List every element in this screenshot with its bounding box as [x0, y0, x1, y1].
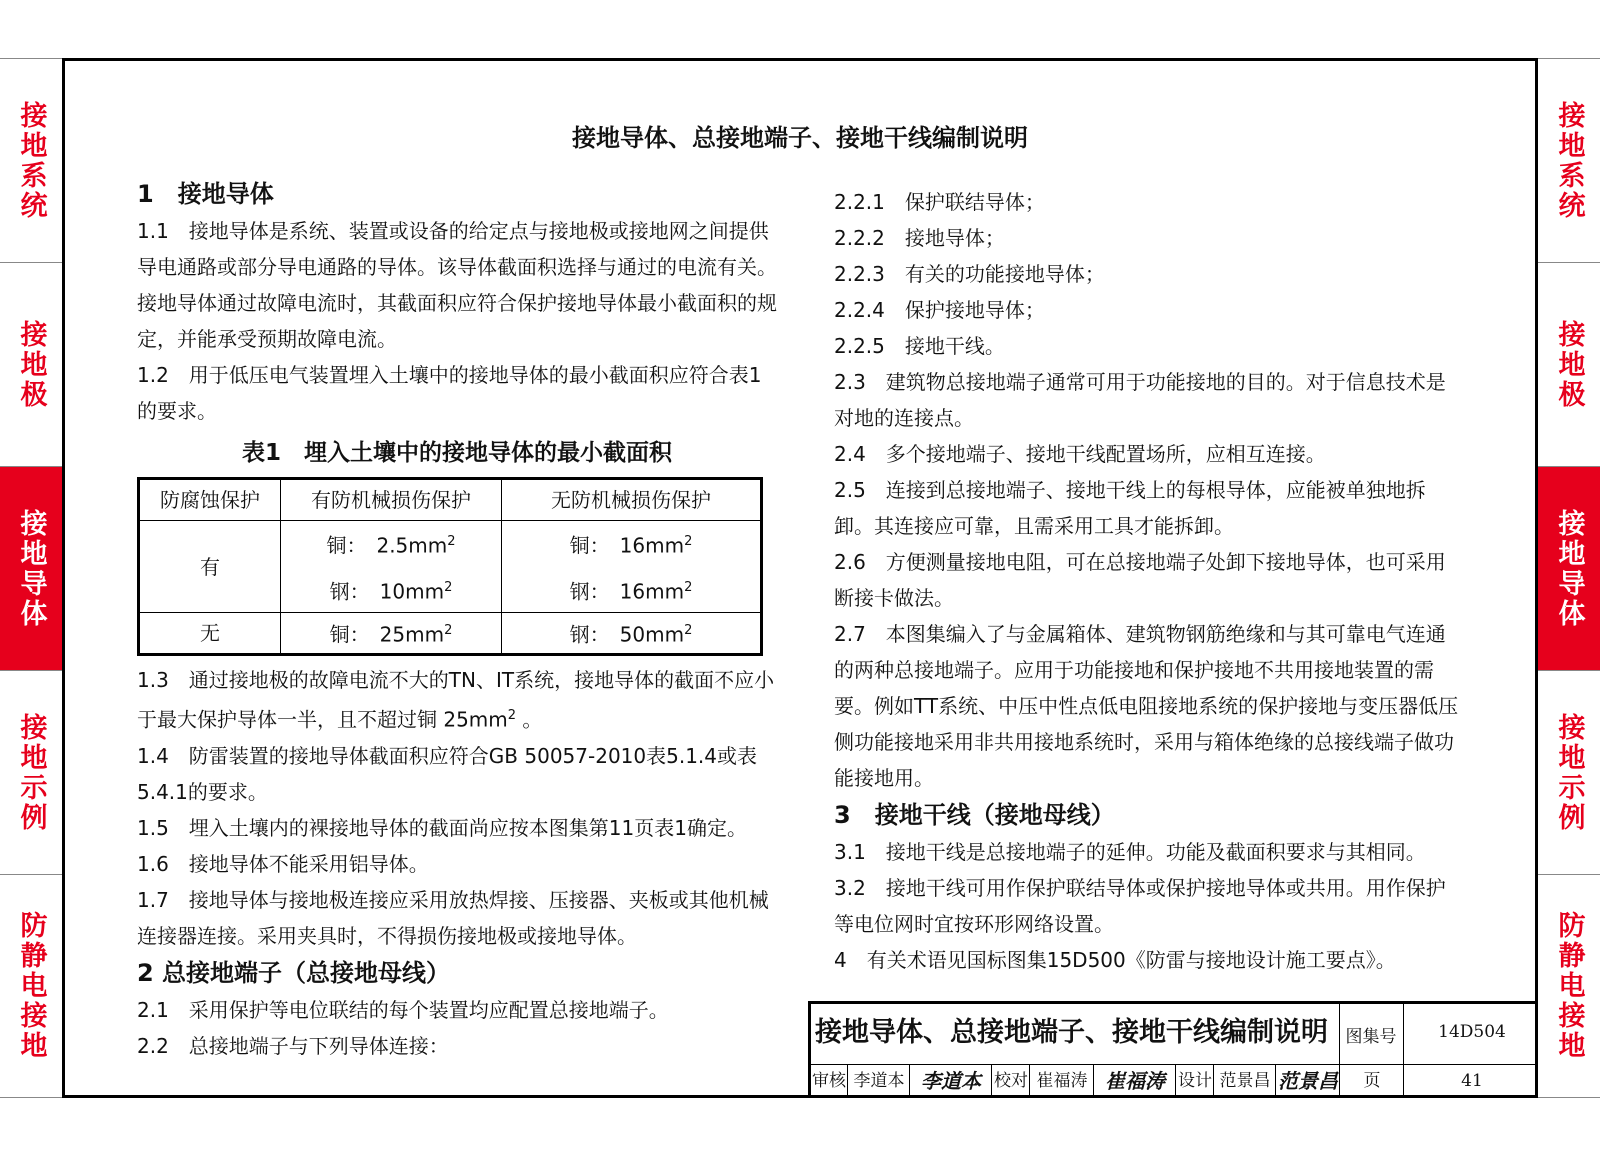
para-4: 4 有关术语见国标图集15D500《防雷与接地设计施工要点》。 [834, 948, 1396, 972]
para-1-3: 1.3 通过接地极的故障电流不大的TN、IT系统，接地导体的截面不应小于最大保护导体一半，且不超过铜 $25mm^2$ 。 [137, 668, 775, 732]
designer-signature: 范景昌 [1278, 1069, 1338, 1093]
drawing-name: 接地导体、总接地端子、接地干线编制说明 [815, 1017, 1328, 1048]
atlas-number: 14D504 [1438, 1022, 1506, 1042]
para-2-2-2: 2.2.2 接地导体； [834, 226, 1005, 250]
para-1-4: 1.4 防雷装置的接地导体截面积应符合GB 50057-2010表5.1.4或表5.4.1的要求。 [137, 743, 758, 804]
title-block [808, 1001, 1538, 1098]
section-3-heading: 3 接地干线（接地母线） [834, 801, 1115, 829]
designer-name: 范景昌 [1219, 1071, 1271, 1091]
right-nav-tabs [1538, 58, 1600, 1098]
nav-tab-grounding-system[interactable]: 接地系统 [0, 58, 62, 262]
para-2-5: 2.5 连接到总接地端子、接地干线上的每根导体，应能被单独地拆卸。其连接应可靠，且需采用工具才能拆卸。 [834, 478, 1426, 538]
table-header: 无防机械损伤保护 [502, 479, 762, 521]
table-header: 防腐蚀保护 [139, 479, 281, 521]
left-nav-tabs [0, 58, 62, 1098]
para-2-2-1: 2.2.1 保护联结导体； [834, 190, 1045, 214]
page-label: 页 [1363, 1071, 1381, 1091]
table-cell: 钢： $50mm^2$ [502, 613, 762, 655]
row-label-no: 无 [139, 613, 281, 655]
para-1-2: 1.2 用于低压电气装置埋入土壤中的接地导体的最小截面积应符合表1的要求。 [137, 363, 762, 423]
title-block-row-1 [811, 1004, 1538, 1065]
row-label-yes: 有 [139, 521, 281, 613]
design-label: 设计 [1178, 1071, 1212, 1091]
table-header: 有防机械损伤保护 [281, 479, 502, 521]
para-2-7: 2.7 本图集编入了与金属箱体、建筑物钢筋绝缘和与其可靠电气连通的两种总接地端子。应用于功能接地和保护接地不共用接地装置的需要。例如TT系统、中压中性点低电阻接地系统的保护接地与变压器低压侧功能接地采用非共用接地系统时，采用与箱体绝缘的总接线端子做功能接地用。 [834, 622, 1459, 790]
para-2-1: 2.1 采用保护等电位联结的每个装置均应配置总接地端子。 [137, 997, 669, 1022]
para-2-4: 2.4 多个接地端子、接地干线配置场所，应相互连接。 [834, 442, 1326, 466]
atlas-label: 图集号 [1345, 1027, 1397, 1047]
nav-tab-grounding-conductor[interactable]: 接地导体 [1538, 466, 1600, 670]
para-2-2-4: 2.2.4 保护接地导体； [834, 298, 1045, 322]
para-2-2: 2.2 总接地端子与下列导体连接： [137, 1033, 449, 1058]
page-number: 41 [1461, 1071, 1483, 1091]
reviewer-name: 李道本 [853, 1071, 905, 1091]
table-cell [502, 521, 762, 613]
para-2-6: 2.6 方便测量接地电阻，可在总接地端子处卸下接地导体，也可采用断接卡做法。 [834, 550, 1446, 610]
right-column [834, 184, 1464, 978]
nav-tab-grounding-examples[interactable]: 接地示例 [1538, 670, 1600, 874]
table-cell [281, 521, 502, 613]
reviewer-signature: 李道本 [921, 1069, 981, 1093]
nav-tab-grounding-conductor[interactable]: 接地导体 [0, 466, 62, 670]
nav-tab-grounding-system[interactable]: 接地系统 [1538, 58, 1600, 262]
para-3-1: 3.1 接地干线是总接地端子的延伸。功能及截面积要求与其相同。 [834, 840, 1426, 864]
check-label: 校对 [994, 1071, 1028, 1091]
nav-tab-grounding-examples[interactable]: 接地示例 [0, 670, 62, 874]
para-2-3: 2.3 建筑物总接地端子通常可用于功能接地的目的。对于信息技术是对地的连接点。 [834, 370, 1446, 430]
nav-tab-antistatic-grounding[interactable]: 防静电接地 [0, 874, 62, 1098]
cell-value: 铜： $16mm^2$ [569, 533, 693, 558]
para-1-7: 1.7 接地导体与接地极连接应采用放热焊接、压接器、夹板或其他机械连接器连接。采用夹具时，不得损伤接地极或接地导体。 [137, 887, 769, 948]
para-3-2: 3.2 接地干线可用作保护联结导体或保护接地导体或共用。用作保护等电位网时宜按环形网络设置。 [834, 876, 1446, 936]
para-1-1: 1.1 接地导体是系统、装置或设备的给定点与接地极或接地网之间提供导电通路或部分导电通路的导体。该导体截面积选择与通过的电流有关。 接地导体通过故障电流时，其截面积应符合保护接地导体最小截面积的规定，并能承受预期故障电流。 [137, 219, 777, 351]
para-2-2-5: 2.2.5 接地干线。 [834, 334, 1005, 358]
para-1-5: 1.5 埋入土壤内的裸接地导体的截面尚应按本图集第11页表1确定。 [137, 815, 747, 840]
review-label: 审核 [812, 1071, 846, 1091]
section-2-heading: 2 总接地端子（总接地母线） [137, 958, 451, 987]
table-cell: 铜： $25mm^2$ [281, 613, 502, 655]
checker-signature: 崔福涛 [1105, 1069, 1165, 1093]
cell-value: 钢： $10mm^2$ [329, 579, 453, 604]
cell-value: 铜： $2.5mm^2$ [326, 533, 456, 558]
nav-tab-ground-electrode[interactable]: 接地极 [1538, 262, 1600, 466]
left-column [137, 175, 777, 1064]
cell-value: 钢： $16mm^2$ [569, 579, 693, 604]
para-1-6: 1.6 接地导体不能采用铝导体。 [137, 851, 429, 876]
table-1-caption: 表1 埋入土壤中的接地导体的最小截面积 [241, 440, 672, 466]
nav-tab-ground-electrode[interactable]: 接地极 [0, 262, 62, 466]
table-1 [137, 477, 763, 656]
page-title: 接地导体、总接地端子、接地干线编制说明 [572, 124, 1028, 152]
nav-tab-antistatic-grounding[interactable]: 防静电接地 [1538, 874, 1600, 1098]
checker-name: 崔福涛 [1036, 1071, 1088, 1091]
para-2-2-3: 2.2.3 有关的功能接地导体； [834, 262, 1105, 286]
section-1-heading: 1 接地导体 [137, 180, 274, 208]
